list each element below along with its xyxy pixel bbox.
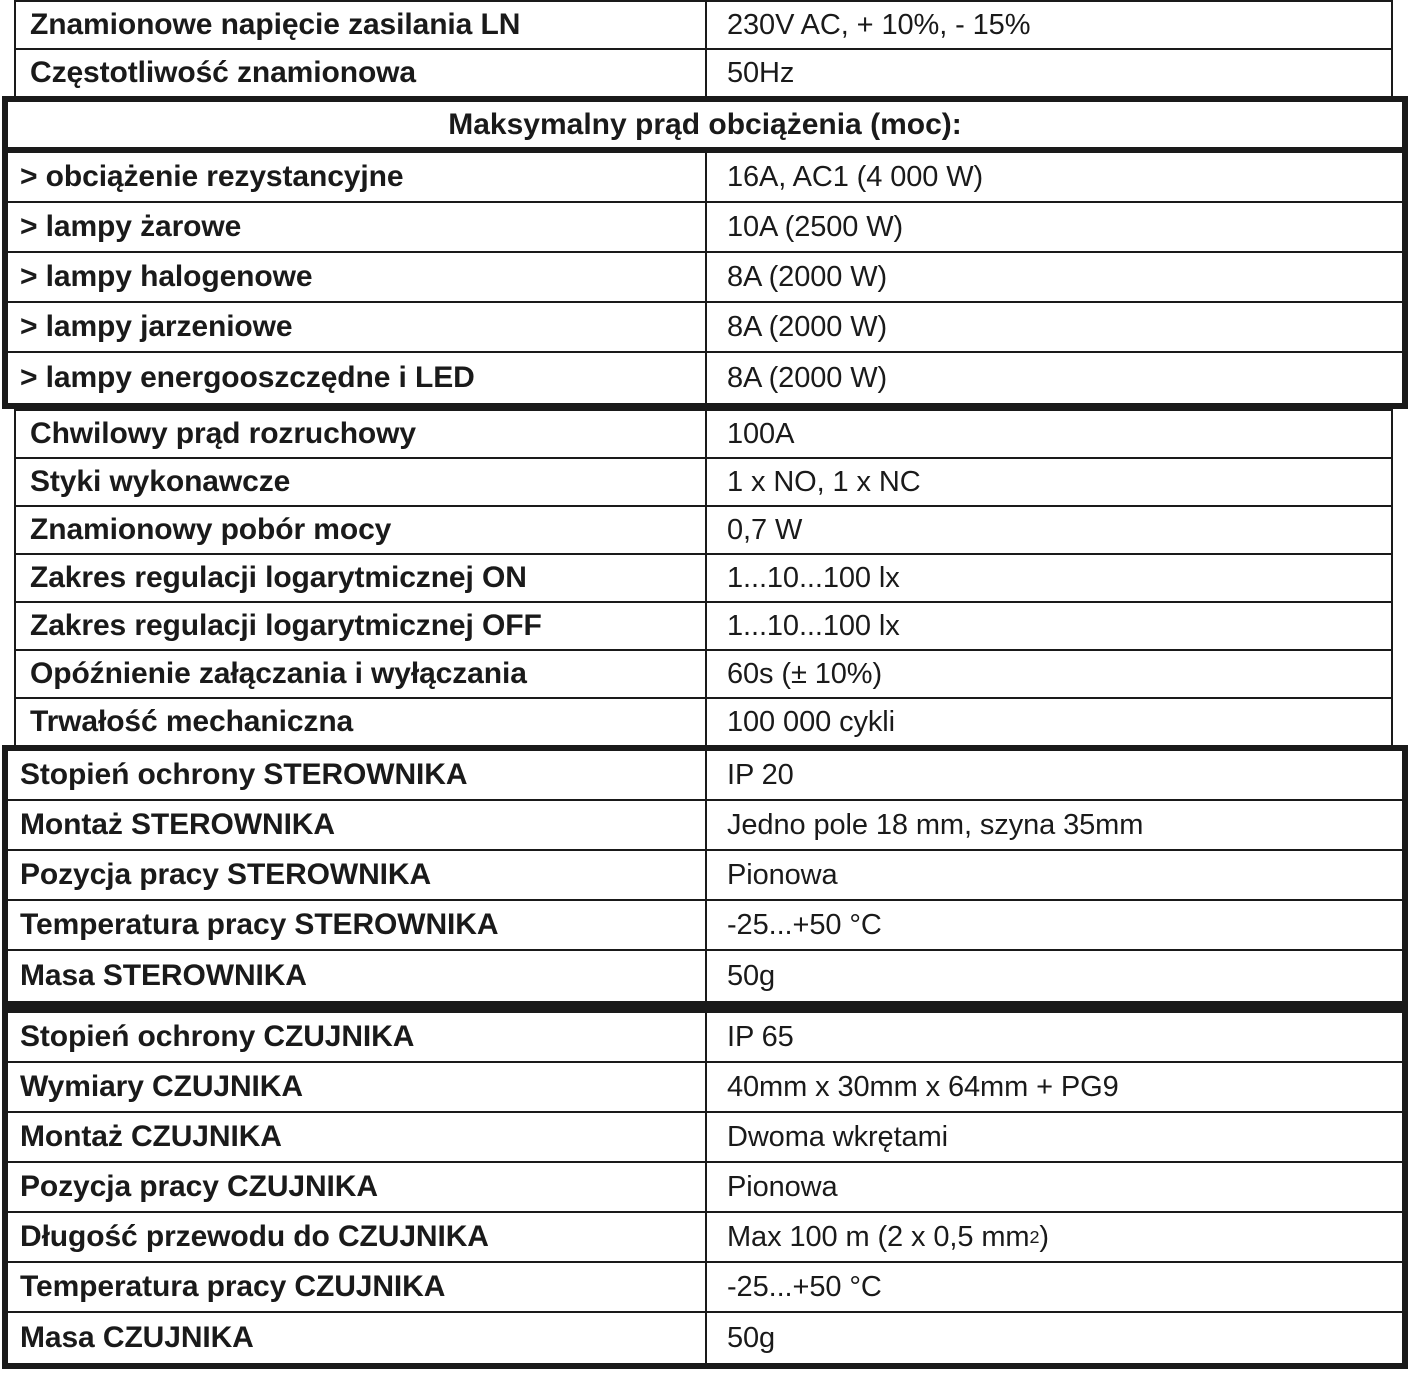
spec-value: -25...+50 °C bbox=[727, 908, 882, 941]
spec-label: > lampy halogenowe bbox=[8, 253, 707, 301]
table-row bbox=[8, 1163, 1402, 1213]
spec-label: > lampy żarowe bbox=[8, 203, 707, 251]
spec-label: Stopień ochrony CZUJNIKA bbox=[8, 1013, 707, 1061]
spec-label: Temperatura pracy STEROWNIKA bbox=[8, 901, 707, 949]
table-row bbox=[8, 951, 1402, 1001]
spec-value: 50g bbox=[727, 959, 776, 992]
table-row bbox=[16, 697, 1391, 747]
table-row bbox=[8, 751, 1402, 801]
table-row bbox=[8, 851, 1402, 901]
spec-label: Stopień ochrony STEROWNIKA bbox=[8, 751, 707, 799]
spec-label: Montaż CZUJNIKA bbox=[8, 1113, 707, 1161]
table-row bbox=[8, 1013, 1402, 1063]
spec-value: 16A, AC1 (4 000 W) bbox=[727, 160, 984, 193]
section-max-load-current bbox=[2, 96, 1408, 409]
spec-value: 1...10...100 lx bbox=[727, 561, 900, 594]
table-row bbox=[8, 1063, 1402, 1113]
spec-label: Zakres regulacji logarytmicznej OFF bbox=[16, 603, 707, 649]
table-row bbox=[8, 801, 1402, 851]
spec-label: Styki wykonawcze bbox=[16, 459, 707, 505]
table-row bbox=[8, 1263, 1402, 1313]
spec-value: 8A (2000 W) bbox=[727, 310, 888, 343]
spec-value: 8A (2000 W) bbox=[727, 361, 888, 394]
section-header-max-load-current: Maksymalny prąd obciążenia (moc): bbox=[8, 102, 1402, 153]
spec-value: 60s (± 10%) bbox=[727, 657, 883, 690]
spec-value: Dwoma wkrętami bbox=[727, 1120, 948, 1153]
spec-label: Pozycja pracy STEROWNIKA bbox=[8, 851, 707, 899]
spec-label: Zakres regulacji logarytmicznej ON bbox=[16, 555, 707, 601]
spec-label: Temperatura pracy CZUJNIKA bbox=[8, 1263, 707, 1311]
spec-label: Montaż STEROWNIKA bbox=[8, 801, 707, 849]
spec-value: Pionowa bbox=[727, 1170, 838, 1203]
table-row bbox=[16, 553, 1391, 603]
table-row bbox=[8, 203, 1402, 253]
table-row bbox=[16, 0, 1391, 50]
spec-label: Trwałość mechaniczna bbox=[16, 699, 707, 745]
table-row bbox=[8, 901, 1402, 951]
spec-label: Chwilowy prąd rozruchowy bbox=[16, 411, 707, 457]
spec-label: Znamionowy pobór mocy bbox=[16, 507, 707, 553]
spec-value: 40mm x 30mm x 64mm + PG9 bbox=[727, 1070, 1119, 1103]
spec-value: IP 20 bbox=[727, 758, 794, 791]
spec-value: IP 65 bbox=[727, 1020, 794, 1053]
spec-label: Opóźnienie załączania i wyłączania bbox=[16, 651, 707, 697]
spec-label: Masa STEROWNIKA bbox=[8, 951, 707, 1001]
table-row bbox=[8, 303, 1402, 353]
spec-value: -25...+50 °C bbox=[727, 1270, 882, 1303]
spec-label: Znamionowe napięcie zasilania LN bbox=[16, 2, 707, 48]
spec-value: 1 x NO, 1 x NC bbox=[727, 465, 921, 498]
spec-value: Max 100 m (2 x 0,5 mm 2 ) bbox=[727, 1220, 1049, 1253]
table-row bbox=[8, 1313, 1402, 1363]
table-row bbox=[16, 649, 1391, 699]
section-power-supply bbox=[14, 0, 1393, 98]
spec-value: 0,7 W bbox=[727, 513, 803, 546]
table-row bbox=[8, 253, 1402, 303]
spec-label: > lampy energooszczędne i LED bbox=[8, 353, 707, 403]
spec-label: Pozycja pracy CZUJNIKA bbox=[8, 1163, 707, 1211]
spec-value: 230V AC, + 10%, - 15% bbox=[727, 8, 1031, 41]
table-row bbox=[16, 505, 1391, 555]
section-czujnik-sensor bbox=[2, 1007, 1408, 1369]
spec-value: Pionowa bbox=[727, 858, 838, 891]
spec-value: Jedno pole 18 mm, szyna 35mm bbox=[727, 808, 1144, 841]
spec-value: 8A (2000 W) bbox=[727, 260, 888, 293]
table-row bbox=[16, 457, 1391, 507]
table-row bbox=[8, 353, 1402, 403]
table-row bbox=[8, 1213, 1402, 1263]
spec-label: Długość przewodu do CZUJNIKA bbox=[8, 1213, 707, 1261]
table-row bbox=[8, 1113, 1402, 1163]
table-row bbox=[16, 409, 1391, 459]
spec-label: Masa CZUJNIKA bbox=[8, 1313, 707, 1363]
table-row bbox=[16, 601, 1391, 651]
spec-label: Wymiary CZUJNIKA bbox=[8, 1063, 707, 1111]
section-sterownik-controller bbox=[2, 745, 1408, 1007]
table-row bbox=[8, 153, 1402, 203]
spec-value: 1...10...100 lx bbox=[727, 609, 900, 642]
spec-value: 100A bbox=[727, 417, 795, 450]
spec-label: > obciążenie rezystancyjne bbox=[8, 153, 707, 201]
spec-label: Częstotliwość znamionowa bbox=[16, 50, 707, 96]
spec-value: 10A (2500 W) bbox=[727, 210, 904, 243]
table-row bbox=[16, 48, 1391, 98]
spec-value: 50g bbox=[727, 1321, 776, 1354]
spec-value: 100 000 cykli bbox=[727, 705, 895, 738]
spec-label: > lampy jarzeniowe bbox=[8, 303, 707, 351]
spec-value: 50Hz bbox=[727, 56, 795, 89]
section-general-parameters bbox=[14, 409, 1393, 747]
